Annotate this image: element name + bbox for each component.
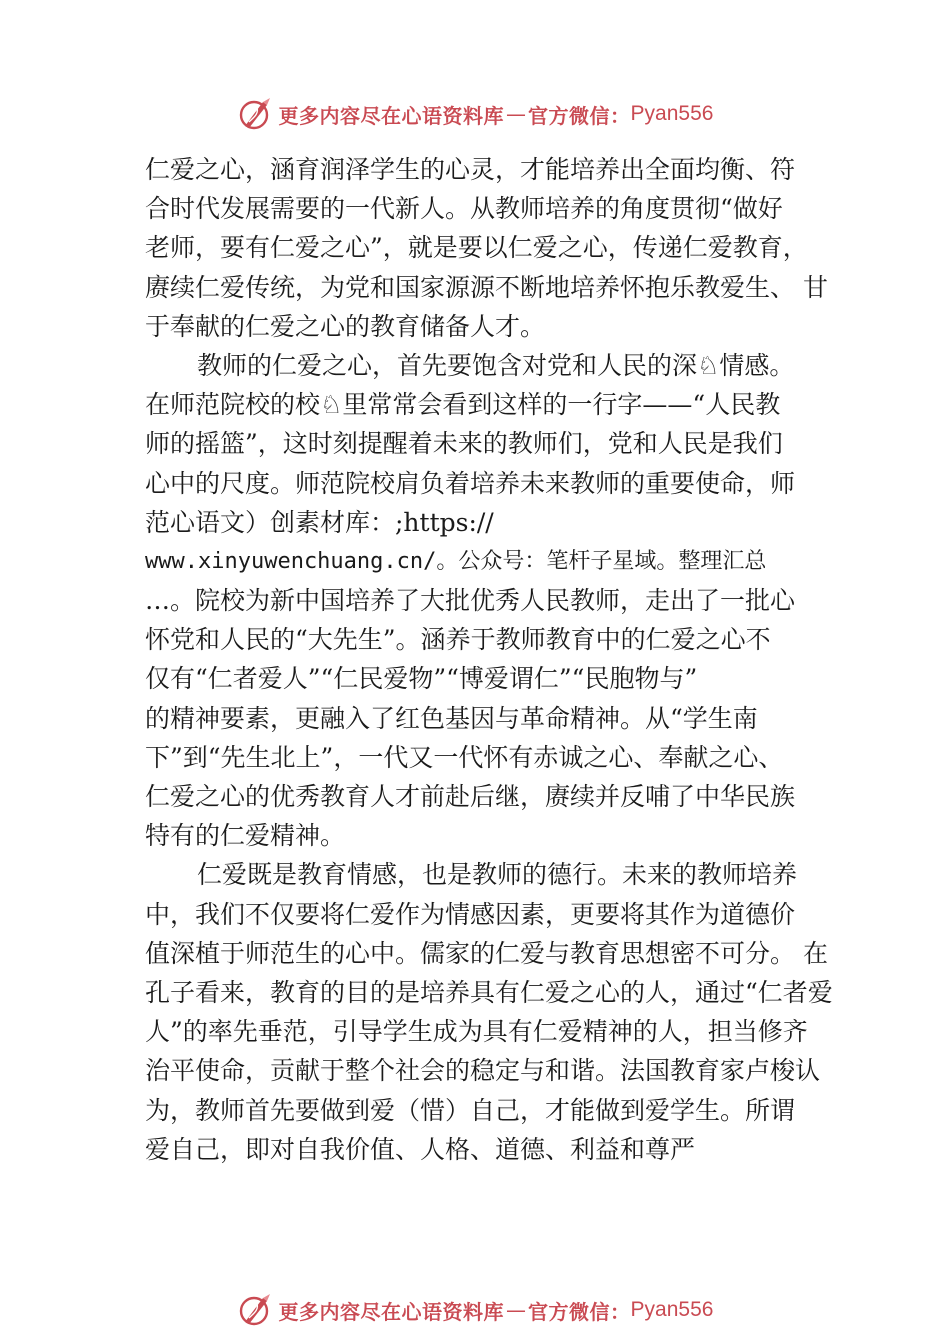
paragraph-start-line: 仁爱既是教育情感，也是教师的德行。未来的教师培养: [197, 860, 798, 890]
header-separator: —: [506, 102, 527, 126]
body-line: 老师，要有仁爱之心”，就是要以仁爱之心，传递仁爱教育，: [145, 233, 808, 263]
header-banner: [0, 92, 950, 136]
body-line: 怀党和人民的“大先生”。涵养于教师教育中的仁爱之心不: [145, 625, 771, 655]
paragraph-start-line: 教师的仁爱之心，首先要饱含对党和人民的深♘情感。: [197, 350, 795, 380]
footer-banner: [0, 1288, 950, 1332]
body-line: 人”的率先垂范，引导学生成为具有仁爱精神的人，担当修齐: [145, 1017, 808, 1047]
body-line: 仁爱之心的优秀教育人才前赴后继，赓续并反哺了中华民族: [145, 782, 796, 811]
header-wechat-id: Pyan556: [630, 102, 714, 125]
body-line: 仅有“仁者爱人”“仁民爱物”“博爱谓仁”“民胞物与”: [145, 664, 698, 694]
document-body: [145, 150, 833, 1169]
body-line: 赓续仁爱传统，为党和国家源源不断地培养怀抱乐教爱生、 甘: [145, 272, 828, 302]
header-wechat-label: 官方微信：: [528, 103, 631, 128]
body-line: 的精神要素，更融入了红色基因与革命精神。从“学生南: [145, 703, 758, 733]
url-line: www.xinyuwenchuang.cn/。公众号：笔杆子星域。整理汇总: [145, 548, 767, 574]
body-line: 爱自己，即对自我价值、人格、道德、利益和尊严: [145, 1134, 696, 1164]
body-line: 范心语文）创素材库：;https://: [145, 507, 494, 537]
body-line: 中，我们不仅要将仁爱作为情感因素，更要将其作为道德价: [145, 899, 796, 929]
quill-pen-logo-icon: [237, 96, 273, 132]
body-line: 仁爱之心，涵育润泽学生的心灵，才能培养出全面均衡、符: [145, 155, 796, 184]
body-line: 孔子看来，教育的目的是培养具有仁爱之心的人，通过“仁者爱: [145, 977, 833, 1007]
body-line: 为，教师首先要做到爱（惜）自己，才能做到爱学生。所谓: [145, 1095, 796, 1125]
body-line: 心中的尺度。师范院校肩负着培养未来教师的重要使命，师: [145, 468, 796, 498]
quill-pen-logo-icon: [237, 1292, 273, 1328]
footer-separator: —: [506, 1298, 527, 1322]
body-line: 师的摇篮”，这时刻提醒着未来的教师们，党和人民是我们: [145, 429, 783, 459]
footer-wechat-label: 官方微信：: [528, 1299, 631, 1324]
body-line: 合时代发展需要的一代新人。从教师培养的角度贯彻“做好: [145, 194, 783, 224]
body-line: 特有的仁爱精神。: [145, 821, 346, 851]
body-line: 治平使命，贡献于整个社会的稳定与和谐。法国教育家卢梭认: [145, 1056, 821, 1086]
header-brand-text: 更多内容尽在心语资料库: [278, 103, 505, 128]
body-line: …。院校为新中国培养了大批优秀人民教师，走出了一批心: [145, 586, 796, 616]
footer-wechat-id: Pyan556: [630, 1298, 714, 1321]
body-line: 于奉献的仁爱之心的教育储备人才。: [145, 311, 546, 341]
body-line: 在师范院校的校♘里常常会看到这样的一行字——“人民教: [145, 390, 781, 420]
body-line: 下”到“先生北上”，一代又一代怀有赤诚之心、奉献之心、: [145, 742, 784, 772]
body-line: 值深植于师范生的心中。儒家的仁爱与教育思想密不可分。 在: [145, 938, 828, 968]
footer-brand-text: 更多内容尽在心语资料库: [278, 1299, 505, 1324]
